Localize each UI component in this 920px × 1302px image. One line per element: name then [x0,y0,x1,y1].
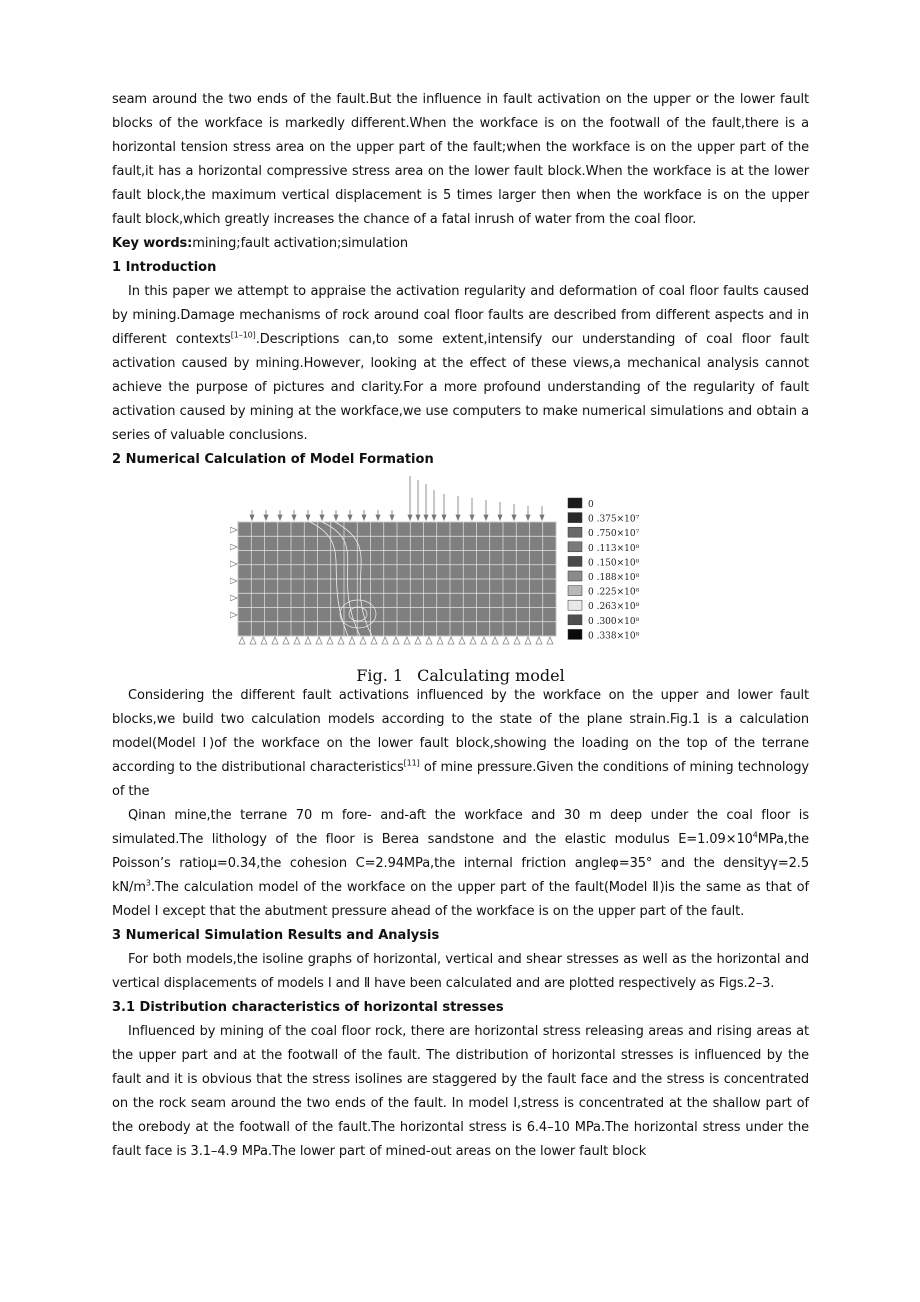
load-arrows [250,476,544,520]
bottom-support [437,637,443,644]
bottom-support [305,637,311,644]
side-support [230,612,237,618]
superscript: 3 [145,878,151,888]
legend-label: 0 .263×10⁸ [588,602,640,613]
side-support [230,544,237,550]
paper-page [112,88,809,1164]
legend-label: 0 [588,500,594,510]
load-arrow [456,496,460,520]
bottom-support [261,637,267,644]
legend-swatch [568,586,582,596]
citation-ref: [1–10] [230,330,256,340]
calculating-model-diagram [230,474,680,654]
load-arrow [540,506,544,520]
figure-title: Calculating model [417,666,565,685]
legend-swatch [568,615,582,625]
keywords-text: mining;fault activation;simulation [192,236,409,251]
bottom-support [272,637,278,644]
bottom-support [250,637,256,644]
load-arrow [416,480,420,520]
bottom-support [503,637,509,644]
load-arrow [484,500,488,520]
load-arrow [408,476,412,520]
bottom-support [525,637,531,644]
section-2-paragraph-2 [112,804,809,924]
bottom-support [448,637,454,644]
text-run: Qinan mine,the terrane 70 m fore- and-aft the workface and 30 m deep under the coal floor is simulated.The lithology of the floor is Berea sandstone and the elastic modulus E=1.09×10 [112,808,809,847]
section-3-1-paragraph: Influenced by mining of the coal floor rock, there are horizontal stress releasing areas and rising areas at the upper part and at the footwall of the fault. The distribution of horizontal stresses is influenced by the fault and it is obvious that the stress isolines are staggered by the fault face and the stress is concentrated on the rock seam around the two ends of the fault. In model I,stress is concentrated at the shallow part of the orebody at the footwall of the fault.The horizontal stress is 6.4–10 MPa.The horizontal stress under the fault face is 3.1–4.9 MPa.The lower part of mined-out areas on the lower fault block [112,1024,809,1159]
load-arrow [348,510,352,520]
load-arrow [442,494,446,520]
legend-swatch [568,629,582,639]
figure-caption [112,666,809,686]
legend-label: 0 .225×10⁸ [588,587,640,598]
load-arrow [320,510,324,520]
load-arrow [334,510,338,520]
section-3-heading: 3 Numerical Simulation Results and Analysis [112,928,440,943]
legend-swatch [568,556,582,566]
side-support [230,595,237,601]
bottom-support [415,637,421,644]
legend-label: 0 .338×10⁸ [588,631,640,642]
bottom-support [338,637,344,644]
bottom-support [459,637,465,644]
bottom-support [360,637,366,644]
section-2-heading: 2 Numerical Calculation of Model Formation [112,452,434,467]
side-support [230,578,237,584]
legend-label: 0 .150×10⁸ [588,558,640,569]
bottom-support [382,637,388,644]
load-arrow [250,510,254,520]
bottom-support [316,637,322,644]
citation-ref: [11] [403,758,420,768]
load-arrow [264,510,268,520]
bottom-support [470,637,476,644]
legend-swatch [568,513,582,523]
load-arrow [498,502,502,520]
figure-legend [568,498,640,641]
load-arrow [424,484,428,520]
load-arrow [376,510,380,520]
side-support [230,561,237,567]
legend-label: 0 .750×10⁷ [588,529,640,540]
section-2-paragraph-1 [112,684,809,804]
bottom-support [514,637,520,644]
bottom-support [371,637,377,644]
bottom-support [492,637,498,644]
abstract-tail: seam around the two ends of the fault.But the influence in fault activation on the upper or the lower fault blocks of the workface is markedly different.When the workface is on the footwall of the fault,there is a horizontal tension stress area on the upper part of the fault;when the workface is on the upper part of the fault,it has a horizontal compressive stress area on the lower fault block.When the workface is at the lower fault block,the maximum vertical displacement is 5 times larger then when the workface is on the upper fault block,which greatly increases the chance of a fatal inrush of water from the coal floor. [112,92,809,227]
legend-swatch [568,498,582,508]
section-1-paragraph [112,280,809,448]
side-support [230,527,237,533]
legend-label: 0 .300×10⁸ [588,616,640,627]
bottom-support [536,637,542,644]
legend-swatch [568,527,582,537]
load-arrow [512,504,516,520]
section-3-paragraph: For both models,the isoline graphs of horizontal, vertical and shear stresses as well as the horizontal and vertical displacements of models Ⅰ and Ⅱ have been calculated and are plotted respectively as Figs.2–3. [112,952,809,991]
bottom-support [547,637,553,644]
bottom-support [481,637,487,644]
load-arrow [432,490,436,520]
text-run: .The calculation model of the workface on the upper part of the fault(Model Ⅱ)is the same as that of Model Ⅰ except that the abutment pressure ahead of the workface is on the upper part of the fault. [112,880,809,919]
load-arrow [362,510,366,520]
bottom-support [404,637,410,644]
bottom-support [349,637,355,644]
load-arrow [526,506,530,520]
bottom-support [393,637,399,644]
text-run: Considering the different fault activations influenced by the workface on the upper and lower fault blocks,we build two calculation models according to the state of the plane strain.Fig.1 is a calculation model(Model Ⅰ)of the workface on the lower fault block,showing the loading on the top of the terrane according to the distributional characteristics [112,688,809,775]
section-3-1-heading: 3.1 Distribution characteristics of horizontal stresses [112,1000,504,1015]
figure-number: Fig. 1 [356,666,404,685]
legend-swatch [568,571,582,581]
keywords-label: Key words: [112,236,193,251]
text-run: of mine pressure.Given the conditions of mining technology of the [112,760,809,799]
load-arrow [292,510,296,520]
bottom-support [426,637,432,644]
text-run: In this paper we attempt to appraise the activation regularity and deformation of coal floor faults caused by mining.Damage mechanisms of rock around coal floor faults are described from different aspects and in different contexts [112,284,809,347]
figure-1 [112,474,809,684]
text-run: MPa,the Poisson’s ratioμ=0.34,the cohesion C=2.94MPa,the internal friction angleφ=35° and the densityγ=2.5 kN/m [112,832,809,895]
keywords-line [112,232,809,256]
legend-label: 0 .113×10⁸ [588,543,640,554]
legend-swatch [568,600,582,610]
bottom-support [294,637,300,644]
text-run: .Descriptions can,to some extent,intensify our understanding of coal floor fault activation caused by mining.However, looking at the effect of these views,a mechanical analysis cannot achieve the purpose of pictures and clarity.For a more profound understanding of the regularity of fault activation caused by mining at the workface,we use computers to make numerical simulations and obtain a series of valuable conclusions. [112,332,809,443]
bottom-support [327,637,333,644]
bottom-support [239,637,245,644]
superscript: 4 [752,830,758,840]
legend-swatch [568,542,582,552]
legend-label: 0 .375×10⁷ [588,514,640,525]
load-arrow [278,510,282,520]
bottom-support [283,637,289,644]
load-arrow [390,510,394,520]
load-arrow [470,498,474,520]
load-arrow [306,510,310,520]
section-1-heading: 1 Introduction [112,260,217,275]
legend-label: 0 .188×10⁸ [588,573,640,583]
